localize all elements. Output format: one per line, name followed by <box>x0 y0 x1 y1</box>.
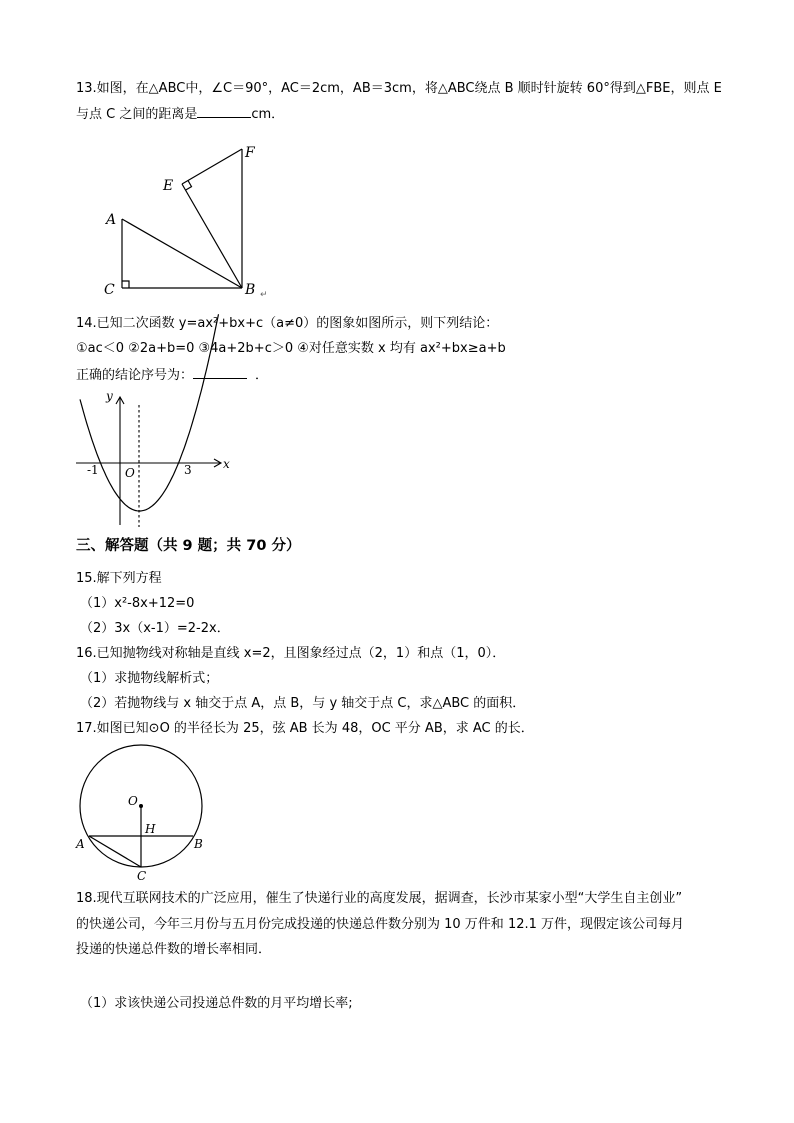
q17-title: 17.如图已知⊙O 的半径长为 25，弦 AB 长为 48，OC 平分 AB，求 AC 的长． <box>76 721 534 736</box>
q16-title: 16.已知抛物线对称轴是直线 x=2，且图象经过点（2，1）和点（1，0）． <box>76 646 506 661</box>
graph-origin-label: O <box>125 466 135 480</box>
center-dot-O <box>139 804 143 808</box>
segment-AC <box>89 836 141 867</box>
q14-text-line1: 14.已知二次函数 y=ax²+bx+c（a≠0）的图象如图所示，则下列结论： <box>76 316 499 331</box>
q15-part-2: （2）3x（x-1）=2-2x． <box>80 621 230 636</box>
label-C: C <box>137 869 147 883</box>
q18-text-line2: 的快递公司，今年三月份与五月份完成投递的快递总件数分别为 10 万件和 12.1 万件，现假定该公司每月 <box>76 917 685 932</box>
graph-x-label: x <box>223 457 230 471</box>
q14-text-after-blank: ． <box>255 368 269 383</box>
q14-text-before-blank: 正确的结论序号为： <box>76 368 194 383</box>
label-B: B <box>245 282 256 298</box>
label-E: E <box>163 178 174 194</box>
label-H: H <box>145 822 156 836</box>
return-mark-icon: ↵ <box>260 290 268 300</box>
label-A: A <box>76 837 85 851</box>
label-O: O <box>128 794 138 808</box>
section-3-heading: 三、解答题（共 9 题；共 70 分） <box>76 538 301 554</box>
q15-title: 15.解下列方程 <box>76 571 162 586</box>
q16-part-1: （1）求抛物线解析式； <box>80 671 219 686</box>
q15-part-1: （1）x²-8x+12=0 <box>80 596 195 611</box>
label-F: F <box>245 145 255 161</box>
q13-text-before-blank: 与点 C 之间的距离是 <box>76 107 198 122</box>
q18-text-line3: 投递的快递总件数的增长率相同． <box>76 942 272 957</box>
q13-text-after-blank: cm． <box>251 107 285 122</box>
graph-y-label: y <box>106 389 113 403</box>
q16-part-2: （2）若抛物线与 x 轴交于点 A，点 B，与 y 轴交于点 C，求△ABC 的面积． <box>80 696 526 711</box>
q14-text-line2: ①ac＜0 ②2a+b=0 ③4a+2b+c＞0 ④对任意实数 x 均有 ax²+bx≥a+b <box>76 341 506 356</box>
graph-tick-neg1: -1 <box>87 463 99 477</box>
label-B: B <box>194 837 203 851</box>
q18-part-1: （1）求该快递公司投递总件数的月平均增长率; <box>80 996 353 1011</box>
q18-text-line1: 18.现代互联网技术的广泛应用，催生了快递行业的高度发展，据调查，长沙市某家小型“大学生自主创业” <box>76 891 683 906</box>
graph-tick-3: 3 <box>184 463 192 477</box>
q13-text-line1: 13.如图，在△ABC中，∠C＝90°，AC＝2cm，AB＝3cm，将△ABC绕点 B 顺时针旋转 60°得到△FBE，则点 E <box>76 81 722 96</box>
label-A: A <box>106 212 117 228</box>
label-C: C <box>104 282 115 298</box>
